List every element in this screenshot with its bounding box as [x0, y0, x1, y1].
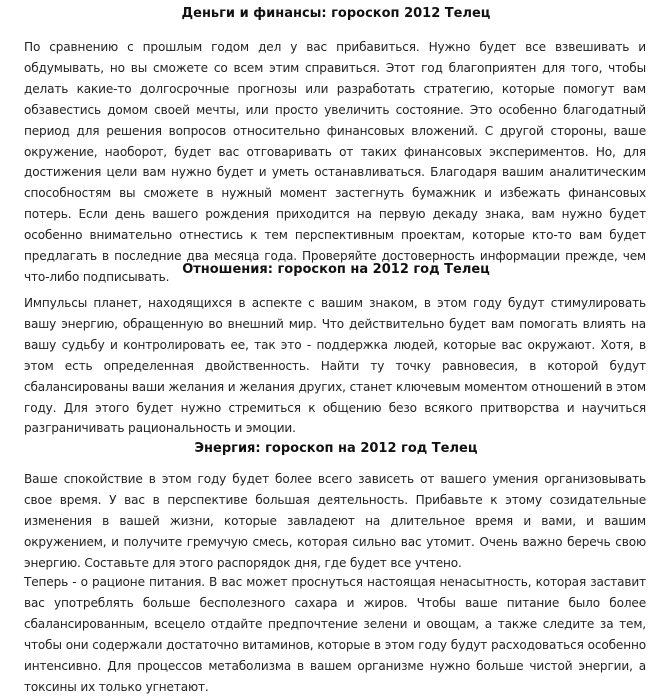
section-paragraph-finance: По сравнению с прошлым годом дел у вас прибавиться. Нужно будет все взвешивать и обдумывать, но вы сможете со всем этим справиться. Этот год благоприятен для того, чтобы делать какие-то долгосрочные прогнозы или разработать стратегию, которые помогут вам обзавестись домом своей мечты, или просто увеличить состояние. Это особенно благодатный период для решения вопросов относительно финансовых вложений. С другой стороны, ваше окружение, наоборот, будет вас отговаривать от таких финансовых экспериментов. Но, для достижения цели вам нужно будет и уметь останавливаться. Благодаря вашим аналитическим способностям вы сможете в нужный момент застегнуть бумажник и избежать финансовых потерь. Если день вашего рождения приходится на первую декаду знака, вам нужно будет особенно внимательно отнестись к тем перспективным проектам, которые кто-то вам будет предлагать в последние два месяца года. Проверяйте достоверность информации прежде, чем что-либо подписывать.	[24, 40, 646, 284]
section-paragraph-energy-1: Ваше спокойствие в этом году будет более всего зависеть от вашего умения организовывать свое время. У вас в перспективе большая деятельность. Прибавьте к этому созидательные изменения в вашей жизни, которые завладеют на длительное время и вами, и вашим окружением, и получите гремучую смесь, которая сильно вас утомит. Очень важно беречь свою энергию. Составьте для этого распорядок дня, где будет все учтено.	[24, 472, 646, 570]
section-paragraph-energy-2: Теперь - о рационе питания. В вас может проснуться настоящая ненасытность, которая заставит вас употреблять больше бесполезного сахара и жиров. Чтобы ваше питание было более сбалансированным, всецело отдайте предпочтение зелени и овощам, а также следите за тем, чтобы они содержали достаточно витаминов, которые в этом году будут расходоваться особенно интенсивно. Для процессов метаболизма в вашем организме нужно больше чистой энергии, а токсины их только угнетают.	[24, 575, 646, 694]
section-paragraph-relationships: Импульсы планет, находящихся в аспекте с вашим знаком, в этом году будут стимулировать вашу энергию, обращенную во внешний мир. Что действительно будет вам помогать влиять на вашу судьбу и контролировать ее, так это - поддержка людей, которые вас окружают. Хотя, в этом есть определенная двойственность. Найти ту точку равновесия, в которой будут сбалансированы ваши желания и желания других, станет ключевым моментом отношений в этом году. Для этого будет нужно стремиться к общению безо всякого притворства и научиться разграничивать рациональность и эмоции.	[24, 296, 646, 436]
section-title-finance: Деньги и финансы: гороскоп 2012 Телец	[181, 6, 491, 21]
section-title-energy: Энергия: гороскоп на 2012 год Телец	[194, 441, 478, 456]
section-title-relationships: Отношения: гороскоп на 2012 год Телец	[182, 262, 490, 277]
